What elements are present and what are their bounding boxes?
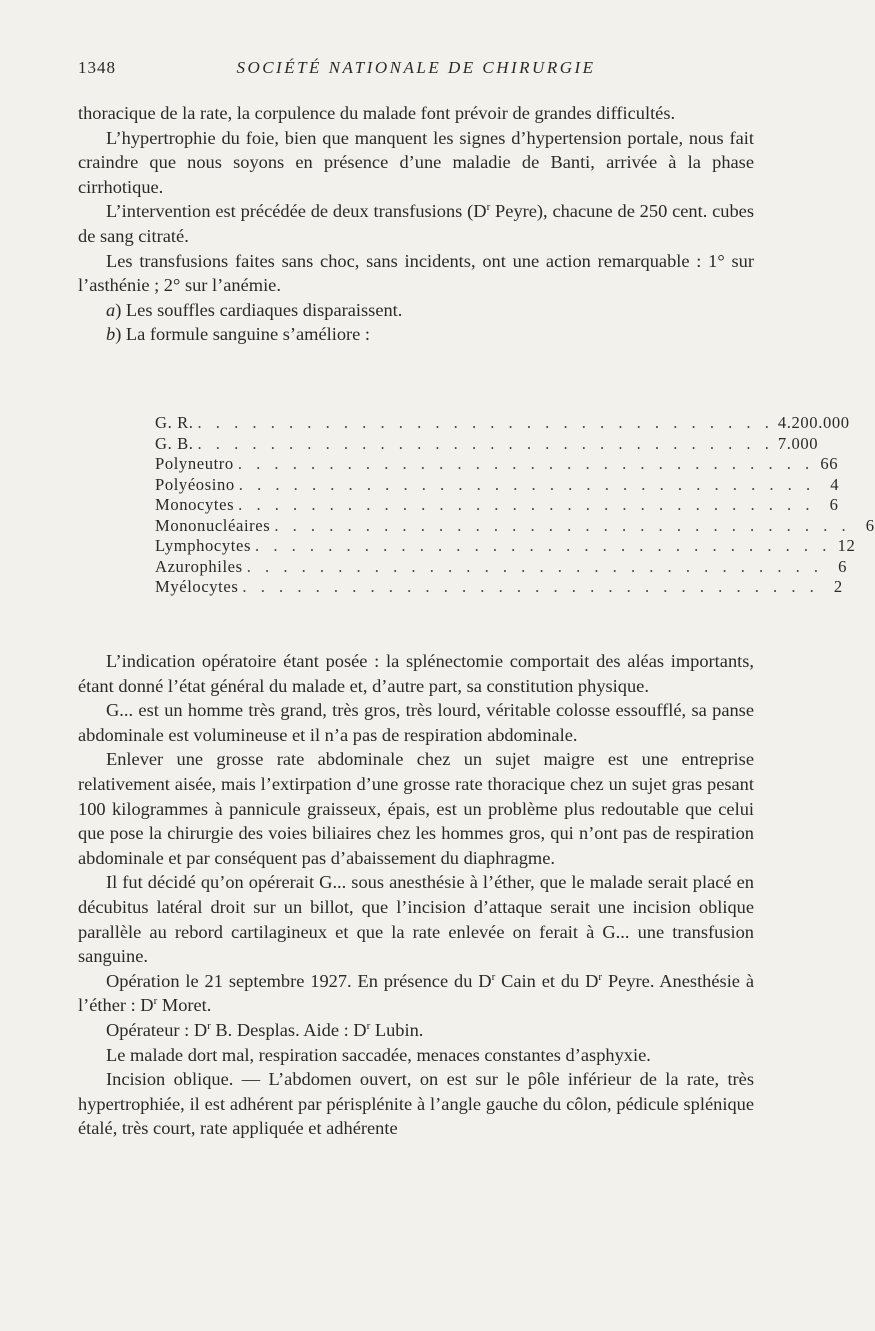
item-text: ) Les souffles cardiaques disparaissent. [115,299,403,320]
text-run: Cain et du D [495,970,599,991]
table-row [155,454,839,475]
table-row [155,474,840,496]
superscript: r [153,995,158,1008]
text-run: Peyre. Anesthésie à l’éther : D [78,970,755,1016]
page-number: 1348 [78,58,116,77]
body-text-top [78,101,754,347]
row-value: 12 [837,536,856,555]
leader-dots: . . . . . . . . . . . . . . . . . . . . . . . . . . . . . . . . [238,495,815,514]
row-label: Myélocytes [155,577,239,596]
text-run: B. Desplas. Aide : D [210,1019,367,1040]
leader-dots: . . . . . . . . . . . . . . . . . . . . . . . . . . . . . . . . [246,556,824,576]
row-value: 6 [865,515,875,535]
paragraph-9 [78,969,754,1018]
row-label: Monocytes [155,495,235,514]
paragraph-1: thoracique de la rate, la corpulence du malade font prévoir de grandes difficultés. [78,103,676,123]
paragraph-12: Incision oblique. — L’abdomen ouvert, on est sur le pôle inférieur de la rate, très hypertrophiée, il est adhérent par périsplénite à l’angle gauche du côlon, pédicule splénique étalé, très court, rate appliquée et adhérente [78,1069,754,1139]
text-run: Peyre), chacune de 250 cent. cubes de sang citraté. [78,201,754,246]
paragraph-4: Les transfusions faites sans choc, sans incidents, ont une action remarquable : 1° sur l’asthénie ; 2° sur l’anémie. [78,250,754,296]
leader-dots: . . . . . . . . . . . . . . . . . . . . . . . . . . . . . . . . [255,536,832,555]
item-letter: b [106,324,116,345]
paragraph-7: Enlever une grosse rate abdominale chez un sujet maigre est une entreprise relativement aisée, mais l’extirpation d’une grosse rate thoracique chez un sujet gras pesant 100 kilogrammes à pannicule graisseux, épais, est un problème plus redoutable que celui que pose la chirurgie des voies biliaires chez les hommes gros, qui n’ont pas de respiration abdominale et par conséquent pas d’abaissement du diaphragme. [78,749,754,868]
body-text-bottom [78,649,754,1141]
page-header [78,58,754,82]
table-row [155,556,848,578]
paragraph-10 [78,1018,754,1043]
blood-formula-table [155,413,875,598]
row-value: 66 [820,454,839,473]
text-run: Opération le 21 septembre 1927. En présence du D [106,970,492,991]
row-label: Polyneutro [155,454,234,473]
row-value: 4 [830,474,840,494]
table-row [155,515,875,537]
row-label: Mononucléaires [155,515,271,535]
table-row [155,433,819,455]
leader-dots: . . . . . . . . . . . . . . . . . . . . . . . . . . . . . . . . [238,474,816,494]
superscript: r [366,1019,371,1032]
item-b [78,322,754,347]
paragraph-5: L’indication opératoire étant posée : la splénectomie comportait des aléas importants, étant donné l’état général du malade et, d’autre part, sa constitution physique. [78,651,754,696]
leader-dots: . . . . . . . . . . . . . . . . . . . . . . . . . . . . . . . . [237,454,815,473]
item-text: ) La formule sanguine s’améliore : [115,324,371,345]
paragraph-6: G... est un homme très grand, très gros, très lourd, véritable colosse essoufflé, sa panse abdominale est volumineuse et il n’a pas de respiration abdominale. [78,700,754,745]
text-run: L’intervention est précédée de deux transfusions (D [106,201,487,222]
superscript: r [598,970,603,983]
leader-dots: . . . . . . . . . . . . . . . . . . . . . . . . . . . . . . . . [242,577,819,596]
paragraph-3 [78,199,754,248]
text-run: Moret. [157,995,212,1016]
table-row [155,413,850,434]
row-value: 2 [833,577,843,596]
row-label: G. B. [155,433,194,453]
item-a [78,298,754,323]
text-run: Lubin. [370,1019,424,1040]
row-label: G. R. [155,413,194,432]
paragraph-8: Il fut décidé qu’on opérerait G... sous anesthésie à l’éther, que le malade serait placé en décubitus latéral droit sur un billot, que l’incision d’attaque serait une incision oblique parallèle au rebord cartilagineux et que la rate enlevée on ferait à G... une transfusion sanguine. [78,872,754,967]
superscript: r [207,1019,211,1032]
table-row [155,577,843,598]
leader-dots: . . . . . . . . . . . . . . . . . . . . . . . . . . . . . . . . [197,433,774,453]
text-run: Opérateur : D [106,1019,208,1040]
leader-dots: . . . . . . . . . . . . . . . . . . . . . . . . . . . . . . . . [274,515,851,535]
row-label: Azurophiles [155,556,243,576]
row-label: Polyéosino [155,474,235,494]
running-title: SOCIÉTÉ NATIONALE DE CHIRURGIE [236,58,596,77]
row-value: 6 [838,556,848,576]
leader-dots: . . . . . . . . . . . . . . . . . . . . . . . . . . . . . . . . [197,413,774,432]
item-letter: a [106,299,116,320]
row-label: Lymphocytes [155,536,252,555]
row-value: 7.000 [777,433,819,453]
table-row [155,536,856,557]
table-row [155,495,839,516]
superscript: r [486,201,491,214]
row-value: 4.200.000 [777,413,850,432]
superscript: r [491,970,496,983]
paragraph-2: L’hypertrophie du foie, bien que manquent les signes d’hypertension portale, nous fait craindre que nous soyons en présence d’une maladie de Banti, arrivée à la phase cirrhotique. [78,127,754,197]
row-value: 6 [829,495,839,514]
paragraph-11: Le malade dort mal, respiration saccadée, menaces constantes d’asphyxie. [106,1044,651,1065]
